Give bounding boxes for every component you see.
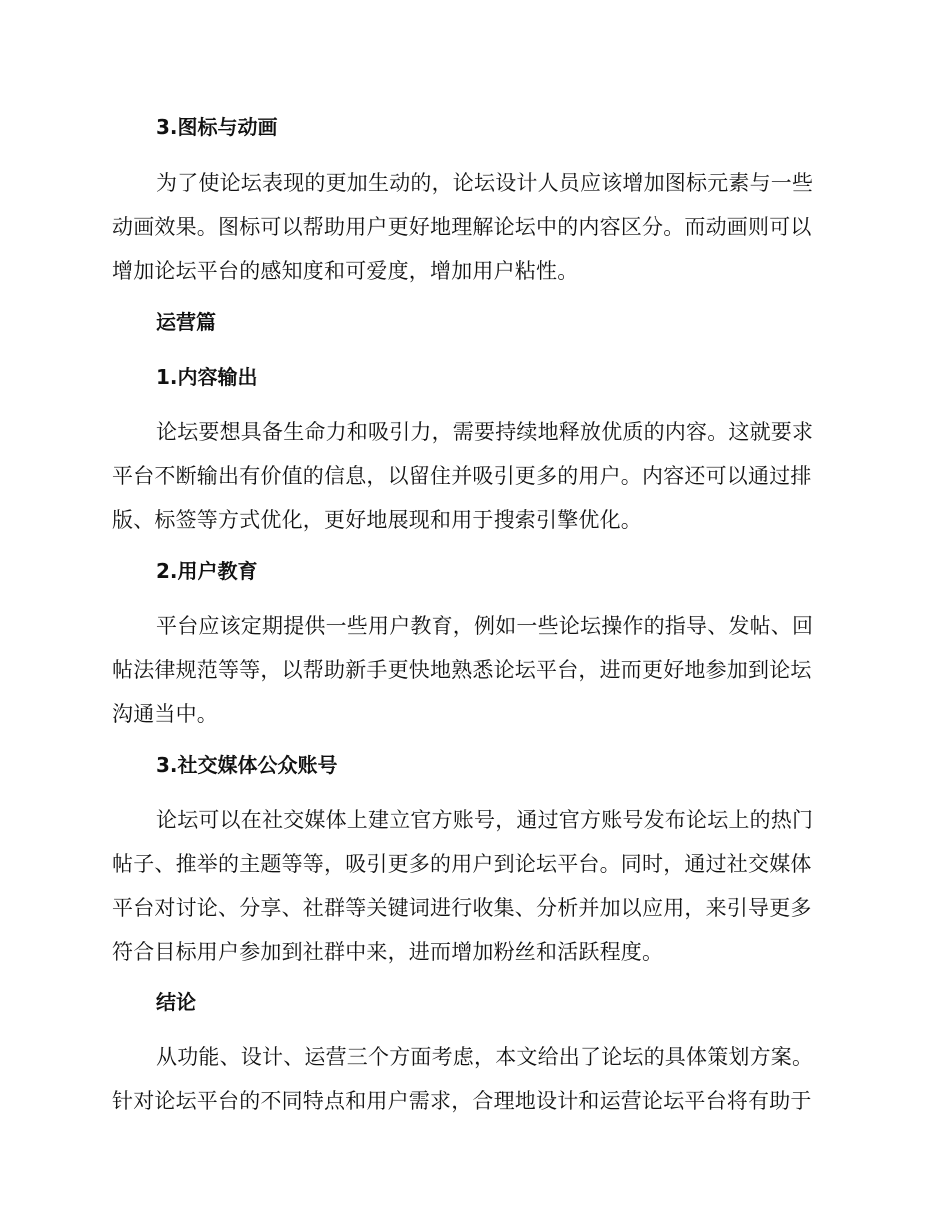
paragraph-icons-animation [112,168,832,286]
paragraph-content-output [112,417,832,535]
paragraph-line: 版、标签等方式优化，更好地展现和用于搜索引擎优化。 [112,508,642,532]
paragraph-line: 从功能、设计、运营三个方面考虑，本文给出了论坛的具体策划方案。 [156,1045,814,1069]
paragraph-line: 针对论坛平台的不同特点和用户需求，合理地设计和运营论坛平台将有助于 [112,1089,812,1113]
paragraph-line: 动画效果。图标可以帮助用户更好地理解论坛中的内容区分。而动画则可以 [112,215,812,239]
paragraph-conclusion [112,1042,832,1116]
paragraph-line: 平台不断输出有价值的信息，以留住并吸引更多的用户。内容还可以通过排 [112,464,812,488]
paragraph-line: 帖子、推举的主题等等，吸引更多的用户到论坛平台。同时，通过社交媒体 [112,852,812,876]
paragraph-line: 为了使论坛表现的更加生动的，论坛设计人员应该增加图标元素与一些 [156,171,814,195]
paragraph-line: 平台应该定期提供一些用户教育，例如一些论坛操作的指导、发帖、回 [156,614,814,638]
paragraph-line: 符合目标用户参加到社群中来，进而增加粉丝和活跃程度。 [112,940,664,964]
paragraph-line: 论坛可以在社交媒体上建立官方账号，通过官方账号发布论坛上的热门 [156,808,814,832]
paragraph-social-media [112,805,832,967]
paragraph-line: 平台对讨论、分享、社群等关键词进行收集、分析并加以应用，来引导更多 [112,896,812,920]
paragraph-line: 论坛要想具备生命力和吸引力，需要持续地释放优质的内容。这就要求 [156,420,814,444]
section-heading-conclusion: 结论 [156,990,196,1014]
section-heading-icons-animation: 3.图标与动画 [156,115,278,139]
section-heading-content-output: 1.内容输出 [156,365,258,389]
paragraph-line: 沟通当中。 [112,702,218,726]
section-heading-social-media: 3.社交媒体公众账号 [156,753,338,777]
paragraph-line: 帖法律规范等等，以帮助新手更快地熟悉论坛平台，进而更好地参加到论坛 [112,658,812,682]
paragraph-line: 增加论坛平台的感知度和可爱度，增加用户粘性。 [112,259,579,283]
section-heading-operations: 运营篇 [156,310,216,334]
paragraph-user-education [112,611,832,729]
section-heading-user-education: 2.用户教育 [156,559,258,583]
